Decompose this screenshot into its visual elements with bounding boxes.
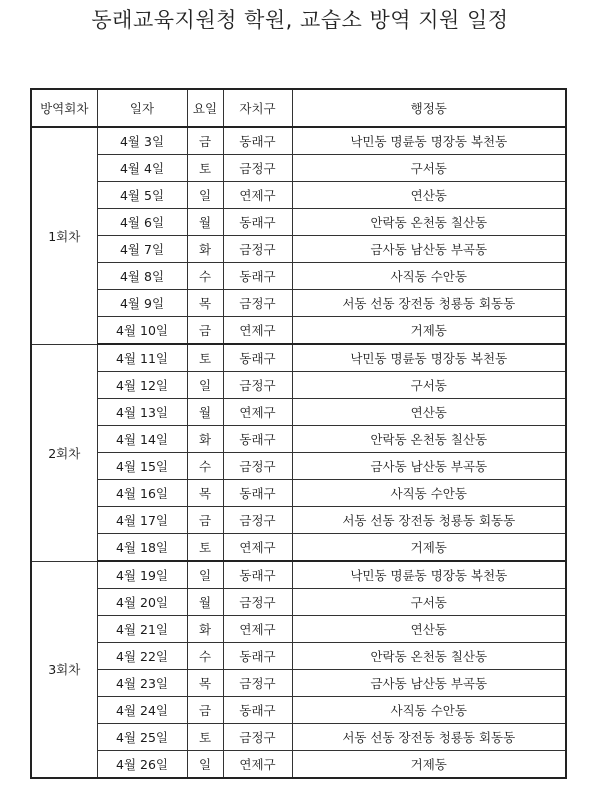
dong-cell: 서동 선동 장전동 청룡동 회동동 xyxy=(292,507,566,534)
date-cell: 4월 16일 xyxy=(97,480,187,507)
header-date: 일자 xyxy=(97,89,187,127)
dong-cell: 연산동 xyxy=(292,399,566,426)
day-cell: 금 xyxy=(187,127,223,155)
dong-cell: 구서동 xyxy=(292,155,566,182)
dong-cell: 서동 선동 장전동 청룡동 회동동 xyxy=(292,290,566,317)
table-row xyxy=(31,507,566,534)
date-cell: 4월 4일 xyxy=(97,155,187,182)
dong-cell: 연산동 xyxy=(292,182,566,209)
day-cell: 일 xyxy=(187,182,223,209)
day-cell: 금 xyxy=(187,697,223,724)
day-cell: 화 xyxy=(187,616,223,643)
table-row xyxy=(31,534,566,562)
day-cell: 토 xyxy=(187,344,223,372)
dong-cell: 낙민동 명륜동 명장동 복천동 xyxy=(292,127,566,155)
date-cell: 4월 15일 xyxy=(97,453,187,480)
district-cell: 동래구 xyxy=(223,697,292,724)
dong-cell: 안락동 온천동 칠산동 xyxy=(292,643,566,670)
dong-cell: 금사동 남산동 부곡동 xyxy=(292,236,566,263)
dong-cell: 구서동 xyxy=(292,372,566,399)
table-row xyxy=(31,616,566,643)
table-row xyxy=(31,480,566,507)
table-row xyxy=(31,344,566,372)
table-row xyxy=(31,697,566,724)
round-cell: 3회차 xyxy=(31,561,97,778)
date-cell: 4월 9일 xyxy=(97,290,187,317)
date-cell: 4월 8일 xyxy=(97,263,187,290)
table-row xyxy=(31,182,566,209)
district-cell: 금정구 xyxy=(223,372,292,399)
dong-cell: 사직동 수안동 xyxy=(292,697,566,724)
district-cell: 연제구 xyxy=(223,616,292,643)
date-cell: 4월 21일 xyxy=(97,616,187,643)
page-title: 동래교육지원청 학원, 교습소 방역 지원 일정 xyxy=(91,8,509,32)
date-cell: 4월 22일 xyxy=(97,643,187,670)
date-cell: 4월 25일 xyxy=(97,724,187,751)
date-cell: 4월 3일 xyxy=(97,127,187,155)
district-cell: 동래구 xyxy=(223,643,292,670)
round-cell: 2회차 xyxy=(31,344,97,561)
district-cell: 금정구 xyxy=(223,453,292,480)
district-cell: 동래구 xyxy=(223,480,292,507)
date-cell: 4월 26일 xyxy=(97,751,187,779)
dong-cell: 구서동 xyxy=(292,589,566,616)
district-cell: 금정구 xyxy=(223,670,292,697)
district-cell: 동래구 xyxy=(223,127,292,155)
district-cell: 연제구 xyxy=(223,399,292,426)
day-cell: 월 xyxy=(187,399,223,426)
day-cell: 토 xyxy=(187,534,223,562)
day-cell: 토 xyxy=(187,155,223,182)
table-row xyxy=(31,399,566,426)
table-row xyxy=(31,751,566,779)
table-row xyxy=(31,263,566,290)
district-cell: 동래구 xyxy=(223,263,292,290)
dong-cell: 거제동 xyxy=(292,534,566,562)
dong-cell: 거제동 xyxy=(292,317,566,345)
table-row xyxy=(31,426,566,453)
day-cell: 화 xyxy=(187,426,223,453)
schedule-body xyxy=(31,127,566,778)
day-cell: 일 xyxy=(187,751,223,779)
day-cell: 월 xyxy=(187,589,223,616)
day-cell: 토 xyxy=(187,724,223,751)
district-cell: 금정구 xyxy=(223,507,292,534)
district-cell: 연제구 xyxy=(223,751,292,779)
date-cell: 4월 23일 xyxy=(97,670,187,697)
date-cell: 4월 20일 xyxy=(97,589,187,616)
table-row xyxy=(31,643,566,670)
date-cell: 4월 19일 xyxy=(97,561,187,589)
date-cell: 4월 7일 xyxy=(97,236,187,263)
dong-cell: 사직동 수안동 xyxy=(292,480,566,507)
dong-cell: 서동 선동 장전동 청룡동 회동동 xyxy=(292,724,566,751)
date-cell: 4월 13일 xyxy=(97,399,187,426)
table-row xyxy=(31,561,566,589)
table-row xyxy=(31,127,566,155)
day-cell: 목 xyxy=(187,290,223,317)
day-cell: 수 xyxy=(187,453,223,480)
district-cell: 금정구 xyxy=(223,290,292,317)
day-cell: 목 xyxy=(187,480,223,507)
district-cell: 동래구 xyxy=(223,209,292,236)
table-row xyxy=(31,372,566,399)
district-cell: 금정구 xyxy=(223,724,292,751)
table-row xyxy=(31,453,566,480)
dong-cell: 거제동 xyxy=(292,751,566,779)
dong-cell: 사직동 수안동 xyxy=(292,263,566,290)
table-row xyxy=(31,290,566,317)
table-row xyxy=(31,724,566,751)
date-cell: 4월 17일 xyxy=(97,507,187,534)
dong-cell: 낙민동 명륜동 명장동 복천동 xyxy=(292,561,566,589)
dong-cell: 금사동 남산동 부곡동 xyxy=(292,670,566,697)
day-cell: 수 xyxy=(187,643,223,670)
dong-cell: 안락동 온천동 칠산동 xyxy=(292,426,566,453)
dong-cell: 연산동 xyxy=(292,616,566,643)
date-cell: 4월 18일 xyxy=(97,534,187,562)
district-cell: 연제구 xyxy=(223,317,292,345)
table-row xyxy=(31,317,566,345)
header-district: 자치구 xyxy=(223,89,292,127)
day-cell: 목 xyxy=(187,670,223,697)
date-cell: 4월 6일 xyxy=(97,209,187,236)
table-row xyxy=(31,209,566,236)
header-day: 요일 xyxy=(187,89,223,127)
day-cell: 일 xyxy=(187,561,223,589)
schedule-table xyxy=(30,88,567,779)
date-cell: 4월 24일 xyxy=(97,697,187,724)
day-cell: 화 xyxy=(187,236,223,263)
district-cell: 연제구 xyxy=(223,182,292,209)
table-row xyxy=(31,155,566,182)
dong-cell: 금사동 남산동 부곡동 xyxy=(292,453,566,480)
table-row xyxy=(31,670,566,697)
day-cell: 금 xyxy=(187,317,223,345)
table-header-row xyxy=(31,89,566,127)
round-cell: 1회차 xyxy=(31,127,97,344)
district-cell: 동래구 xyxy=(223,344,292,372)
dong-cell: 낙민동 명륜동 명장동 복천동 xyxy=(292,344,566,372)
header-dong: 행정동 xyxy=(292,89,566,127)
header-round: 방역회차 xyxy=(31,89,97,127)
date-cell: 4월 11일 xyxy=(97,344,187,372)
district-cell: 금정구 xyxy=(223,589,292,616)
district-cell: 금정구 xyxy=(223,155,292,182)
district-cell: 동래구 xyxy=(223,426,292,453)
day-cell: 일 xyxy=(187,372,223,399)
day-cell: 수 xyxy=(187,263,223,290)
district-cell: 동래구 xyxy=(223,561,292,589)
day-cell: 금 xyxy=(187,507,223,534)
district-cell: 금정구 xyxy=(223,236,292,263)
date-cell: 4월 10일 xyxy=(97,317,187,345)
date-cell: 4월 5일 xyxy=(97,182,187,209)
date-cell: 4월 12일 xyxy=(97,372,187,399)
date-cell: 4월 14일 xyxy=(97,426,187,453)
table-row xyxy=(31,236,566,263)
dong-cell: 안락동 온천동 칠산동 xyxy=(292,209,566,236)
district-cell: 연제구 xyxy=(223,534,292,562)
day-cell: 월 xyxy=(187,209,223,236)
table-row xyxy=(31,589,566,616)
